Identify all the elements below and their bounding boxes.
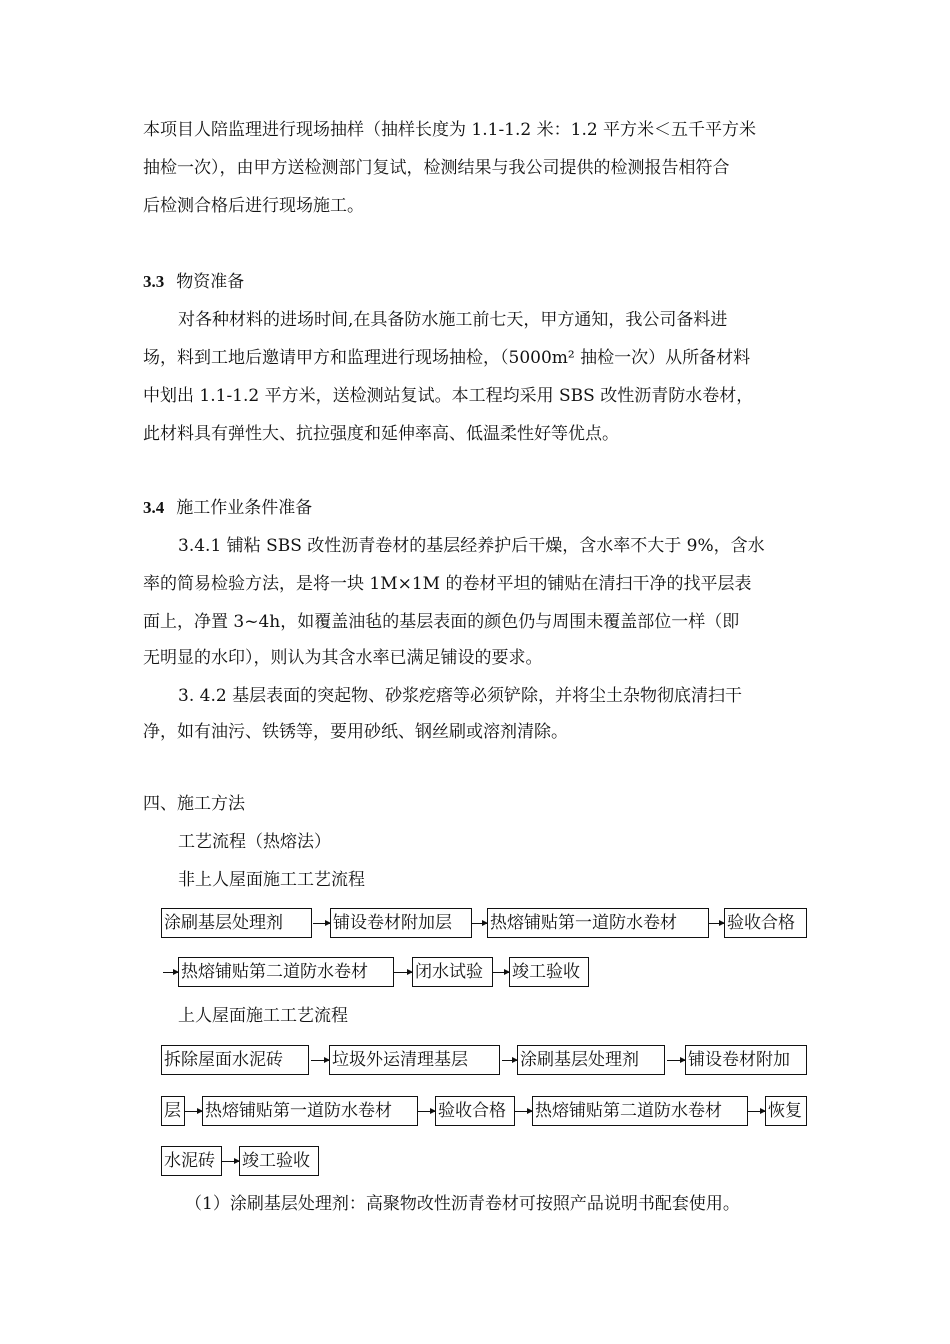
flow-step: 垃圾外运清理基层 bbox=[329, 1045, 500, 1075]
section-title: 物资准备 bbox=[176, 272, 245, 292]
arrow-icon bbox=[502, 1060, 517, 1061]
arrow-icon bbox=[748, 1111, 765, 1112]
flow-step: 铺设卷材附加 bbox=[685, 1045, 807, 1075]
flow-2-title: 上人屋面施工工艺流程 bbox=[178, 1006, 348, 1026]
arrow-icon bbox=[667, 1060, 685, 1061]
flow-step: 涂刷基层处理剂 bbox=[161, 908, 312, 938]
intro-line-3: 后检测合格后进行现场施工。 bbox=[143, 196, 364, 216]
paragraph-line: 场，料到工地后邀请甲方和监理进行现场抽检，（5000m² 抽检一次）从所备材料 bbox=[143, 348, 751, 368]
paragraph-line: 对各种材料的进场时间,在具备防水施工前七天，甲方通知，我公司备料进 bbox=[178, 310, 728, 330]
paragraph-line: 此材料具有弹性大、抗拉强度和延伸率高、低温柔性好等优点。 bbox=[143, 424, 619, 444]
paragraph-line: 率的简易检验方法，是将一块 1M×1M 的卷材平坦的铺贴在清扫干净的找平层表 bbox=[143, 574, 752, 594]
note-line: （1）涂刷基层处理剂：高聚物改性沥青卷材可按照产品说明书配套使用。 bbox=[185, 1194, 740, 1214]
paragraph-line: 3. 4.2 基层表面的突起物、砂浆疙瘩等必须铲除，并将尘土杂物彻底清扫干 bbox=[178, 686, 743, 706]
paragraph-line: 无明显的水印），则认为其含水率已满足铺设的要求。 bbox=[143, 648, 543, 668]
section-number: 3.4 bbox=[143, 498, 165, 517]
flow-step: 层 bbox=[161, 1096, 185, 1126]
arrow-icon bbox=[313, 923, 330, 924]
process-subtitle: 工艺流程（热熔法） bbox=[178, 832, 331, 852]
arrow-icon bbox=[493, 972, 509, 973]
arrow-icon bbox=[394, 972, 412, 973]
flow-step: 恢复 bbox=[765, 1096, 807, 1126]
flow-step: 水泥砖 bbox=[161, 1146, 222, 1176]
flow-step: 拆除屋面水泥砖 bbox=[161, 1045, 309, 1075]
flow-step: 竣工验收 bbox=[239, 1146, 319, 1176]
flow-step: 热熔铺贴第一道防水卷材 bbox=[487, 908, 709, 938]
paragraph-line: 中划出 1.1-1.2 平方米，送检测站复试。本工程均采用 SBS 改性沥青防水卷材， bbox=[143, 386, 754, 406]
section-3-4-heading bbox=[143, 496, 312, 520]
flow-step: 验收合格 bbox=[435, 1096, 515, 1126]
intro-line-1: 本项目人陪监理进行现场抽样（抽样长度为 1.1-1.2 米：1.2 平方米＜五千平方米 bbox=[143, 120, 757, 140]
flow-step: 热熔铺贴第一道防水卷材 bbox=[202, 1096, 418, 1126]
flow-step: 竣工验收 bbox=[509, 957, 589, 987]
flow-step: 铺设卷材附加层 bbox=[330, 908, 472, 938]
flow-step: 闭水试验 bbox=[412, 957, 493, 987]
arrow-icon bbox=[709, 923, 724, 924]
paragraph-line: 3.4.1 铺粘 SBS 改性沥青卷材的基层经养护后干燥，含水率不大于 9%，含水 bbox=[178, 536, 765, 556]
flow-step: 热熔铺贴第二道防水卷材 bbox=[178, 957, 394, 987]
arrow-icon bbox=[222, 1161, 239, 1162]
arrow-icon bbox=[515, 1111, 532, 1112]
section-number: 3.3 bbox=[143, 272, 165, 291]
arrow-icon bbox=[418, 1111, 435, 1112]
intro-line-2: 抽检一次），由甲方送检测部门复试，检测结果与我公司提供的检测报告相符合 bbox=[143, 158, 730, 178]
section-4-heading: 四、施工方法 bbox=[143, 794, 245, 814]
paragraph-line: 净，如有油污、铁锈等，要用砂纸、钢丝刷或溶剂清除。 bbox=[143, 722, 568, 742]
paragraph-line: 面上，净置 3~4h，如覆盖油毡的基层表面的颜色仍与周围未覆盖部位一样（即 bbox=[143, 612, 740, 632]
flow-step: 验收合格 bbox=[724, 908, 807, 938]
arrow-icon bbox=[163, 972, 178, 973]
flow-step: 热熔铺贴第二道防水卷材 bbox=[532, 1096, 748, 1126]
section-title: 施工作业条件准备 bbox=[176, 498, 313, 518]
arrow-icon bbox=[472, 923, 487, 924]
section-3-3-heading bbox=[143, 270, 244, 294]
arrow-icon bbox=[185, 1111, 202, 1112]
arrow-icon bbox=[311, 1060, 329, 1061]
flow-1-title: 非上人屋面施工工艺流程 bbox=[178, 870, 365, 890]
flow-step: 涂刷基层处理剂 bbox=[517, 1045, 665, 1075]
